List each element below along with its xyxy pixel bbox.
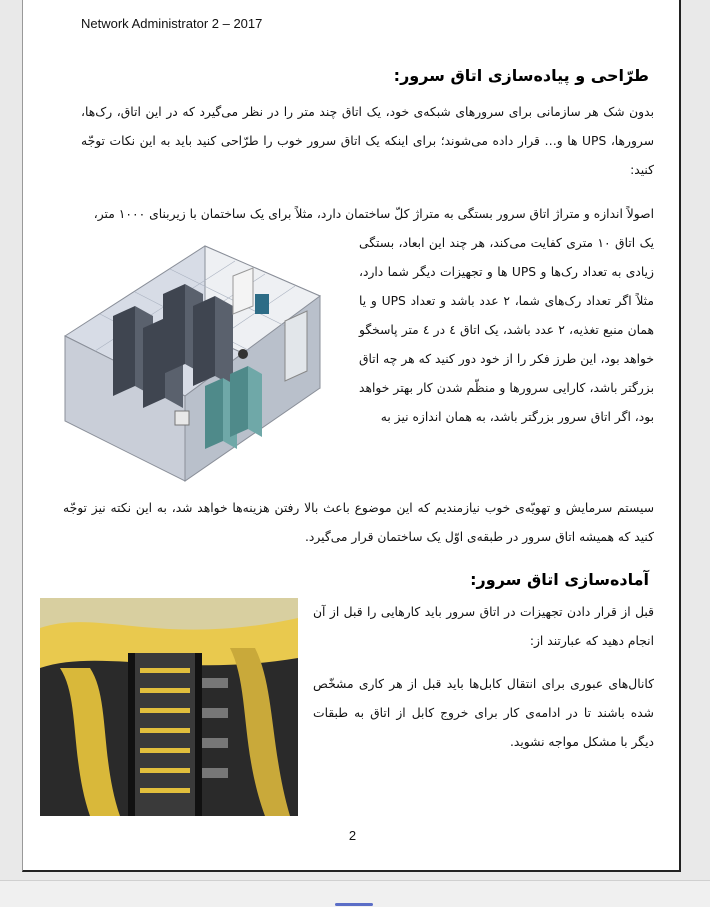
preparation-intro-paragraph: قبل از قرار دادن تجهیزات در اتاق سرور باید کارهایی را قبل از آن انجام دهید که عبارتند از: [313, 605, 654, 648]
cable-rack-photo [40, 598, 298, 816]
section-heading-server-room-design: طرّاحی و پیاده‌سازی اتاق سرور: [393, 66, 649, 85]
size-paragraph-first-line: اصولاً اندازه و متراژ اتاق سرور بستگی به متراژ کلّ ساختمان دارد، مثلاً برای یک ساختمان با زیربنای ۱۰۰۰ متر، [93, 207, 654, 221]
viewer-bottom-strip [0, 880, 710, 907]
page-number: 2 [348, 828, 357, 843]
cable-channels-paragraph: کانال‌های عبوری برای انتقال کابل‌ها باید قبل از هر کاری مشخّص شده باشند تا در ادامه‌ی کار برای خروج کابل از اتاق به طبقات دیگر با مشکل مواجه نشوید. [313, 677, 654, 749]
intro-paragraph: بدون شک هر سازمانی برای سرورهای شبکه‌ی خود، یک اتاق چند متر را در نظر می‌گیرد که در این اتاق، رک‌ها، سرورها، UPS ها و… قرار داده می‌شوند؛ برای اینکه یک اتاق سرور خوب را طرّاحی کنید باید به این نکات توجّه کنید: [81, 105, 655, 177]
size-paragraph-continued: سیستم سرمایش و تهویّه‌ی خوب نیازمندیم که این موضوع باعث بالا رفتن هزینه‌ها خواهد شد، به این نکته نیز توجّه کنید که همیشه اتاق سرور در طبقه‌ی اوّل یک ساختمان قرار می‌گیرد. [63, 501, 654, 544]
running-header: Network Administrator 2 – 2017 [81, 16, 263, 31]
size-paragraph-side: یک اتاق ۱۰ متری کفایت می‌کند، هر چند این ابعاد، بستگی زیادی به تعداد رک‌ها و UPS ها و تجهیزات دیگر شما دارد، مثلاً اگر تعداد رک‌های شما، ۲ عدد باشد و تعداد UPS و یا همان منبع تغذیه، ۲ عدد باشد، یک اتاق ٤ در ٤ متر پاسخگو خواهد بود، این طرز فکر را از خود دور کنید که هر چه اتاق بزرگتر باشد، کارایی سرورها و منظّم شدن کار بهتر خواهد بود، اگر اتاق سرور بزرگتر باشد، به همان اندازه نیز به [359, 236, 655, 424]
server-room-illustration [55, 236, 323, 484]
section-heading-server-room-preparation: آماده‌سازی اتاق سرور: [470, 570, 649, 589]
document-page [22, 0, 681, 872]
